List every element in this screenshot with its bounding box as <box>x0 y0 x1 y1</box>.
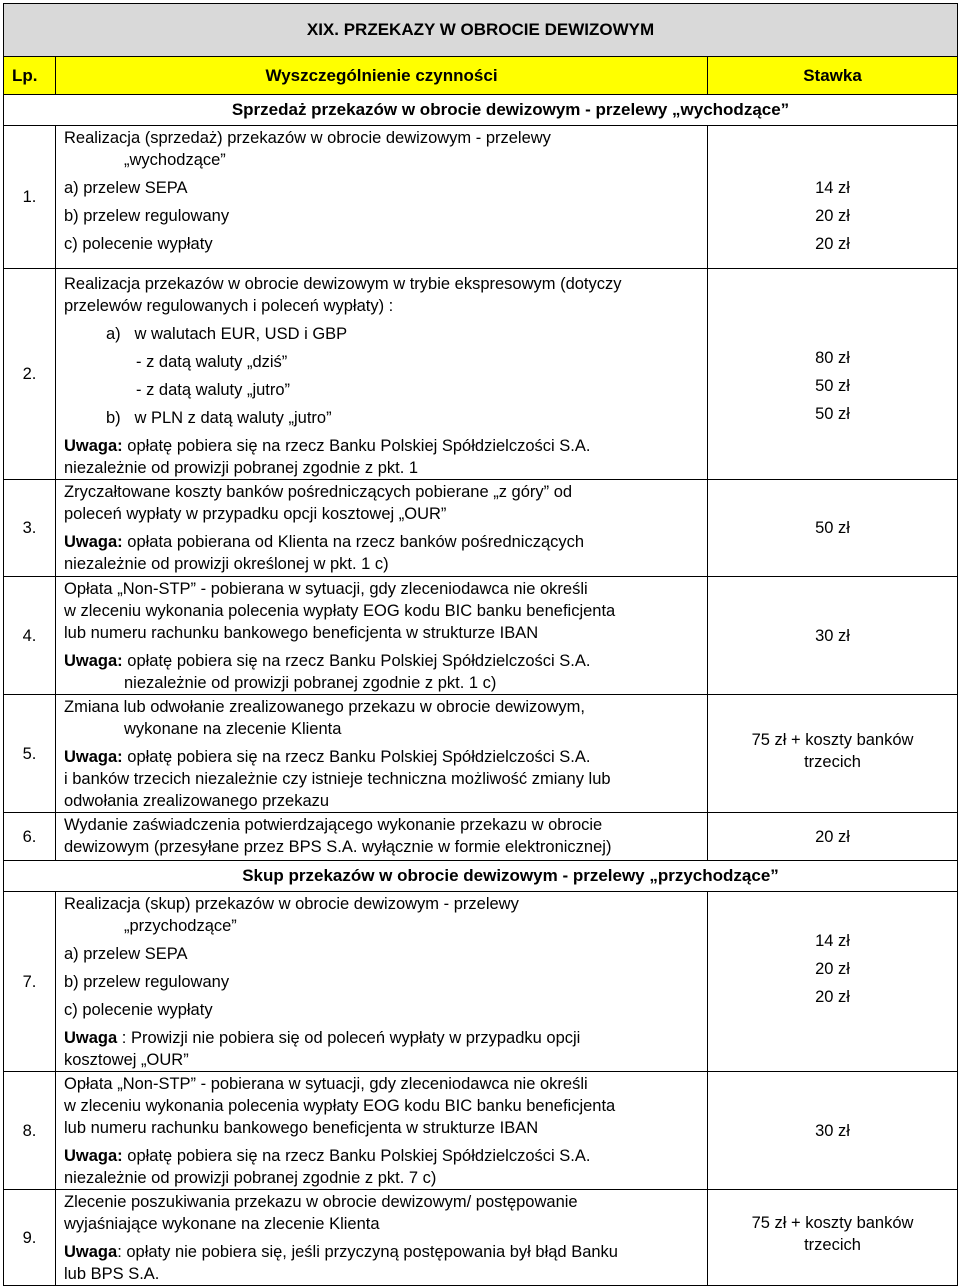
row-number: 3. <box>4 480 56 577</box>
row-rate <box>708 269 958 480</box>
row-rate: 30 zł <box>708 577 958 695</box>
row-note: niezależnie od prowizji określonej w pkt. 1 c) <box>64 555 389 573</box>
rate-value: 20 zł <box>815 960 850 978</box>
rate-value: 75 zł + koszty banków <box>751 731 914 749</box>
table-row <box>4 1072 958 1190</box>
row-note: niezależnie od prowizji pobranej zgodnie z pkt. 7 c) <box>64 1169 437 1187</box>
row-text: Realizacja przekazów w obrocie dewizowym w trybie ekspresowym (dotyczy <box>64 275 622 293</box>
row-option: c) polecenie wypłaty <box>64 235 213 253</box>
note-text: : opłaty nie pobiera się, jeśli przyczyną postępowania był błąd Banku <box>117 1243 618 1261</box>
row-description <box>56 126 708 269</box>
row-option: b) przelew regulowany <box>64 973 230 991</box>
row-description <box>56 480 708 577</box>
row-note <box>64 650 701 672</box>
row-number: 2. <box>4 269 56 480</box>
row-note: lub BPS S.A. <box>64 1265 160 1283</box>
row-description <box>56 695 708 813</box>
header-lp: Lp. <box>4 57 56 95</box>
option-text: w walutach EUR, USD i GBP <box>134 325 348 343</box>
rate-value: trzecich <box>804 1236 861 1254</box>
table-header-row <box>4 57 958 95</box>
row-text: dewizowym (przesyłane przez BPS S.A. wyłącznie w formie elektronicznej) <box>64 838 612 856</box>
header-desc: Wyszczególnienie czynności <box>56 57 708 95</box>
row-text: Realizacja (skup) przekazów w obrocie dewizowym - przelewy <box>64 895 519 913</box>
table-row <box>4 813 958 861</box>
option-label: b) <box>106 409 121 427</box>
rate-value: 50 zł <box>815 405 850 423</box>
row-description <box>56 813 708 861</box>
row-option <box>64 407 701 429</box>
table-title-row <box>4 4 958 57</box>
row-text: wyjaśniające wykonane na zlecenie Klienta <box>64 1215 380 1233</box>
note-label: Uwaga: <box>64 437 123 455</box>
rate-value: trzecich <box>804 753 861 771</box>
note-text: opłata pobierana od Klienta na rzecz banków pośredniczących <box>127 533 585 551</box>
option-label: a) <box>106 325 121 343</box>
row-rate: 30 zł <box>708 1072 958 1190</box>
row-note <box>64 1145 701 1167</box>
row-text: „wychodzące” <box>124 151 226 169</box>
row-description <box>56 1072 708 1190</box>
note-label: Uwaga: <box>64 748 123 766</box>
row-number: 1. <box>4 126 56 269</box>
row-description <box>56 577 708 695</box>
section-incoming-row <box>4 861 958 892</box>
table-row <box>4 892 958 1072</box>
row-rate: 20 zł <box>708 813 958 861</box>
table-row <box>4 126 958 269</box>
row-note <box>64 435 701 457</box>
section-outgoing-row <box>4 95 958 126</box>
row-number: 5. <box>4 695 56 813</box>
rate-value: 14 zł <box>815 179 850 197</box>
note-label: Uwaga <box>64 1029 118 1047</box>
row-number: 6. <box>4 813 56 861</box>
row-text: w zleceniu wykonania polecenia wypłaty EOG kodu BIC banku beneficjenta <box>64 1097 616 1115</box>
section-outgoing-title: Sprzedaż przekazów w obrocie dewizowym - przelewy „wychodzące” <box>4 95 958 126</box>
row-number: 9. <box>4 1190 56 1286</box>
row-text: lub numeru rachunku bankowego beneficjenta w strukturze IBAN <box>64 624 539 642</box>
row-note: odwołania zrealizowanego przekazu <box>64 792 330 810</box>
row-number: 4. <box>4 577 56 695</box>
row-text: lub numeru rachunku bankowego beneficjenta w strukturze IBAN <box>64 1119 539 1137</box>
note-text: opłatę pobiera się na rzecz Banku Polskiej Spółdzielczości S.A. <box>127 437 591 455</box>
rate-value: 80 zł <box>815 349 850 367</box>
row-text: Opłata „Non-STP” - pobierana w sytuacji, gdy zleceniodawca nie określi <box>64 1075 588 1093</box>
table-row <box>4 1190 958 1286</box>
row-text: wykonane na zlecenie Klienta <box>124 720 342 738</box>
note-text: opłatę pobiera się na rzecz Banku Polskiej Spółdzielczości S.A. <box>127 1147 591 1165</box>
row-option: a) przelew SEPA <box>64 179 188 197</box>
rate-value: 50 zł <box>815 377 850 395</box>
note-label: Uwaga <box>64 1243 118 1261</box>
row-rate <box>708 695 958 813</box>
row-rate <box>708 126 958 269</box>
note-label: Uwaga: <box>64 533 123 551</box>
rate-value: 20 zł <box>815 235 850 253</box>
table-row <box>4 480 958 577</box>
table-row <box>4 695 958 813</box>
row-option <box>64 323 701 345</box>
row-text: Zmiana lub odwołanie zrealizowanego przekazu w obrocie dewizowym, <box>64 698 585 716</box>
row-suboption: - z datą waluty „jutro” <box>136 381 291 399</box>
row-option: c) polecenie wypłaty <box>64 1001 213 1019</box>
row-suboption: - z datą waluty „dziś” <box>136 353 288 371</box>
row-number: 7. <box>4 892 56 1072</box>
table-row <box>4 577 958 695</box>
note-text: : Prowizji nie pobiera się od poleceń wypłaty w przypadku opcji <box>121 1029 581 1047</box>
row-description <box>56 892 708 1072</box>
row-note: niezależnie od prowizji pobranej zgodnie z pkt. 1 c) <box>124 674 497 692</box>
row-rate <box>708 1190 958 1286</box>
row-note <box>64 1241 701 1263</box>
note-label: Uwaga: <box>64 652 123 670</box>
note-text: opłatę pobiera się na rzecz Banku Polskiej Spółdzielczości S.A. <box>127 652 591 670</box>
row-text: w zleceniu wykonania polecenia wypłaty EOG kodu BIC banku beneficjenta <box>64 602 616 620</box>
rate-value: 20 zł <box>815 207 850 225</box>
row-text: Realizacja (sprzedaż) przekazów w obrocie dewizowym - przelewy <box>64 129 551 147</box>
rate-value: 75 zł + koszty banków <box>751 1214 914 1232</box>
section-incoming-title: Skup przekazów w obrocie dewizowym - przelewy „przychodzące” <box>4 861 958 892</box>
row-option: b) przelew regulowany <box>64 207 230 225</box>
row-rate <box>708 892 958 1072</box>
row-note <box>64 1027 701 1049</box>
rate-value: 20 zł <box>815 988 850 1006</box>
row-text: „przychodzące” <box>124 917 237 935</box>
fee-table <box>3 3 958 1286</box>
row-option: a) przelew SEPA <box>64 945 188 963</box>
row-text: poleceń wypłaty w przypadku opcji kosztowej „OUR” <box>64 505 447 523</box>
row-number: 8. <box>4 1072 56 1190</box>
rate-value: 14 zł <box>815 932 850 950</box>
row-text: przelewów regulowanych i poleceń wypłaty) : <box>64 297 394 315</box>
header-rate: Stawka <box>708 57 958 95</box>
note-text: opłatę pobiera się na rzecz Banku Polskiej Spółdzielczości S.A. <box>127 748 591 766</box>
row-rate: 50 zł <box>708 480 958 577</box>
row-note <box>64 531 701 553</box>
row-note: i banków trzecich niezależnie czy istnieje techniczna możliwość zmiany lub <box>64 770 611 788</box>
row-note <box>64 746 701 768</box>
row-note: kosztowej „OUR” <box>64 1051 189 1069</box>
option-text: w PLN z datą waluty „jutro” <box>134 409 332 427</box>
row-description <box>56 1190 708 1286</box>
row-note: niezależnie od prowizji pobranej zgodnie z pkt. 1 <box>64 459 419 477</box>
row-text: Wydanie zaświadczenia potwierdzającego wykonanie przekazu w obrocie <box>64 816 603 834</box>
table-row <box>4 269 958 480</box>
row-text: Opłata „Non-STP” - pobierana w sytuacji, gdy zleceniodawca nie określi <box>64 580 588 598</box>
row-text: Zlecenie poszukiwania przekazu w obrocie dewizowym/ postępowanie <box>64 1193 578 1211</box>
row-text: Zryczałtowane koszty banków pośredniczących pobierane „z góry” od <box>64 483 573 501</box>
table-title: XIX. PRZEKAZY W OBROCIE DEWIZOWYM <box>4 4 958 57</box>
note-label: Uwaga: <box>64 1147 123 1165</box>
row-description <box>56 269 708 480</box>
